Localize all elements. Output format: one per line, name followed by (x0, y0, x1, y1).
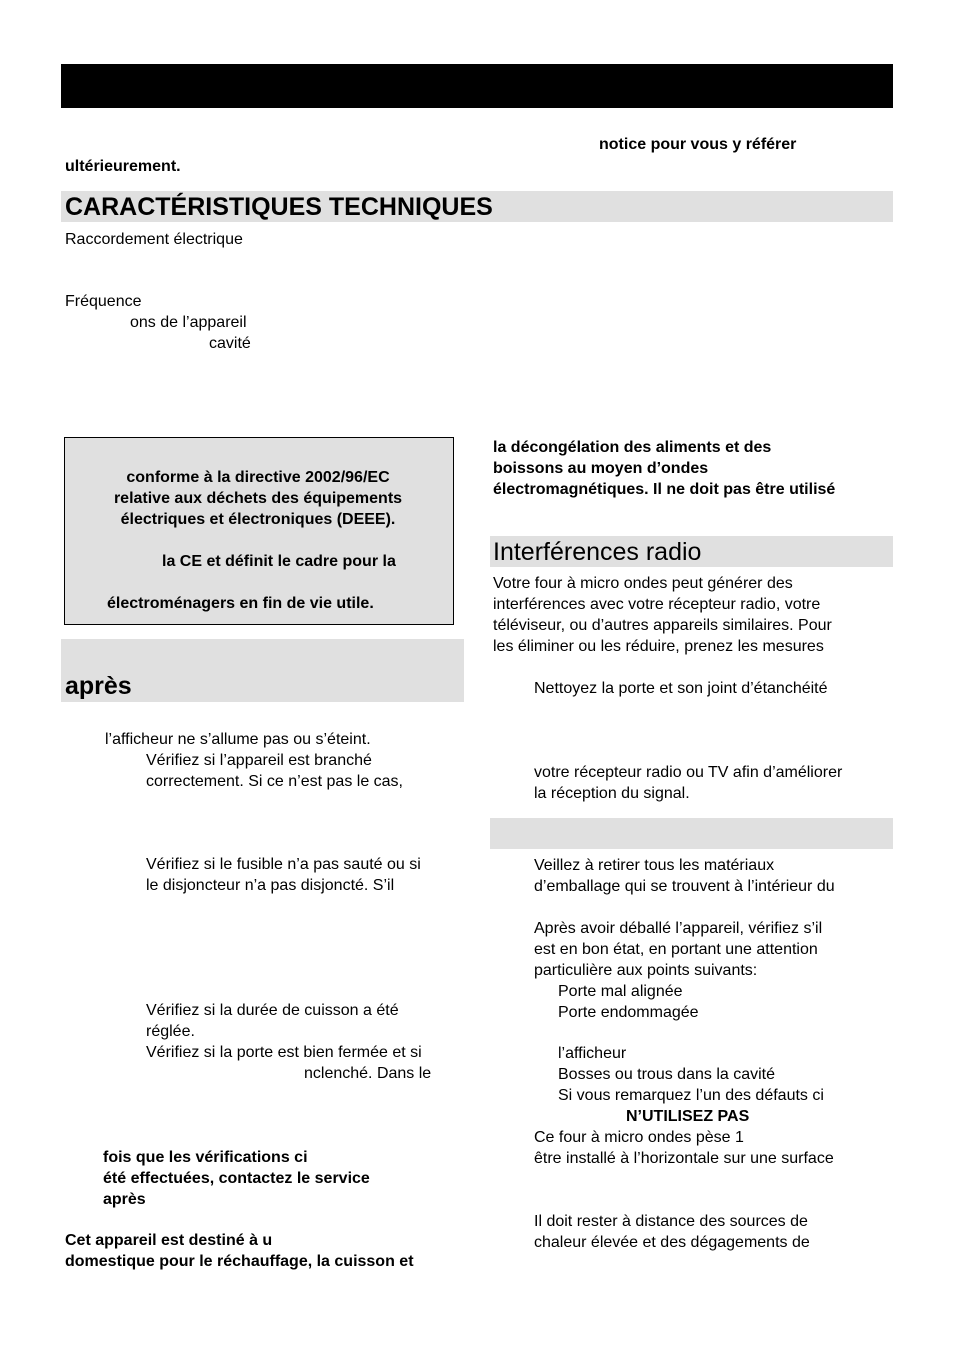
spec-label: ons de l’appareil (130, 314, 247, 331)
install-text: Il doit rester à distance des sources de (534, 1213, 808, 1230)
usage-note: électromagnétiques. Il ne doit pas être utilisé (493, 481, 836, 498)
section-band (490, 818, 893, 849)
spec-label: cavité (209, 335, 251, 352)
install-text: Après avoir déballé l’appareil, vérifiez s’il (534, 920, 823, 937)
radio-text: interférences avec votre récepteur radio, votre (493, 596, 821, 613)
section-title-after-sales: après (65, 672, 132, 700)
install-check: Bosses ou trous dans la cavité (558, 1066, 776, 1083)
radio-text: les éliminer ou les réduire, prenez les mesures (493, 638, 824, 655)
radio-text: téléviseur, ou d’autres appareils similaires. Pour (493, 617, 832, 634)
troubleshoot-line: Vérifiez si la durée de cuisson a été (146, 1002, 399, 1019)
install-text: être installé à l’horizontale sur une surface (534, 1150, 834, 1167)
section-title-specs: CARACTÉRISTIQUES TECHNIQUES (65, 193, 493, 221)
install-check: l’afficheur (558, 1045, 627, 1062)
radio-item: votre récepteur radio ou TV afin d’améliorer (534, 764, 843, 781)
weee-line: relative aux déchets des équipements (113, 490, 403, 507)
radio-item: Nettoyez la porte et son joint d’étanchéité (534, 680, 828, 697)
weee-line: électroménagers en fin de vie utile. (107, 595, 374, 612)
intro-line: ultérieurement. (65, 158, 181, 175)
contact-note: fois que les vérifications ci (103, 1149, 308, 1166)
radio-item: la réception du signal. (534, 785, 690, 802)
troubleshoot-line: réglée. (146, 1023, 195, 1040)
usage-note: boissons au moyen d’ondes (493, 460, 709, 477)
troubleshoot-line: le disjoncteur n’a pas disjoncté. S’il (146, 877, 395, 894)
usage-note: Cet appareil est destiné à u (65, 1232, 273, 1249)
troubleshoot-line: Vérifiez si le fusible n’a pas sauté ou si (146, 856, 421, 873)
weee-line: la CE et définit le cadre pour la (162, 553, 396, 570)
header-bar (61, 64, 893, 108)
contact-note: été effectuées, contactez le service (103, 1170, 370, 1187)
usage-note: domestique pour le réchauffage, la cuisson et (65, 1253, 414, 1270)
install-check: Porte mal alignée (558, 983, 683, 1000)
install-text: d’emballage qui se trouvent à l’intérieur du (534, 878, 835, 895)
spec-label: Fréquence (65, 293, 142, 310)
install-text: particulière aux points suivants: (534, 962, 758, 979)
section-title-radio: Interférences radio (493, 538, 702, 566)
weee-line: conforme à la directive 2002/96/EC (126, 469, 390, 486)
install-warning: N’UTILISEZ PAS (626, 1108, 750, 1125)
spec-label: Raccordement électrique (65, 231, 243, 248)
troubleshoot-line: correctement. Si ce n’est pas le cas, (146, 773, 403, 790)
troubleshoot-line: Vérifiez si la porte est bien fermée et si (146, 1044, 422, 1061)
install-check: Porte endommagée (558, 1004, 699, 1021)
install-text: Ce four à micro ondes pèse 1 (534, 1129, 744, 1146)
radio-text: Votre four à micro ondes peut générer des (493, 575, 793, 592)
install-check: Si vous remarquez l’un des défauts ci (558, 1087, 824, 1104)
troubleshoot-line: Vérifiez si l’appareil est branché (146, 752, 372, 769)
weee-line: électriques et électroniques (DEEE). (120, 511, 396, 528)
troubleshoot-line: nclenché. Dans le (304, 1065, 432, 1082)
usage-note: la décongélation des aliments et des (493, 439, 772, 456)
contact-note: après (103, 1191, 146, 1208)
install-text: chaleur élevée et des dégagements de (534, 1234, 810, 1251)
intro-line: notice pour vous y référer (599, 136, 797, 153)
troubleshoot-line: l’afficheur ne s’allume pas ou s’éteint. (105, 731, 371, 748)
install-text: est en bon état, en portant une attention (534, 941, 818, 958)
install-text: Veillez à retirer tous les matériaux (534, 857, 775, 874)
